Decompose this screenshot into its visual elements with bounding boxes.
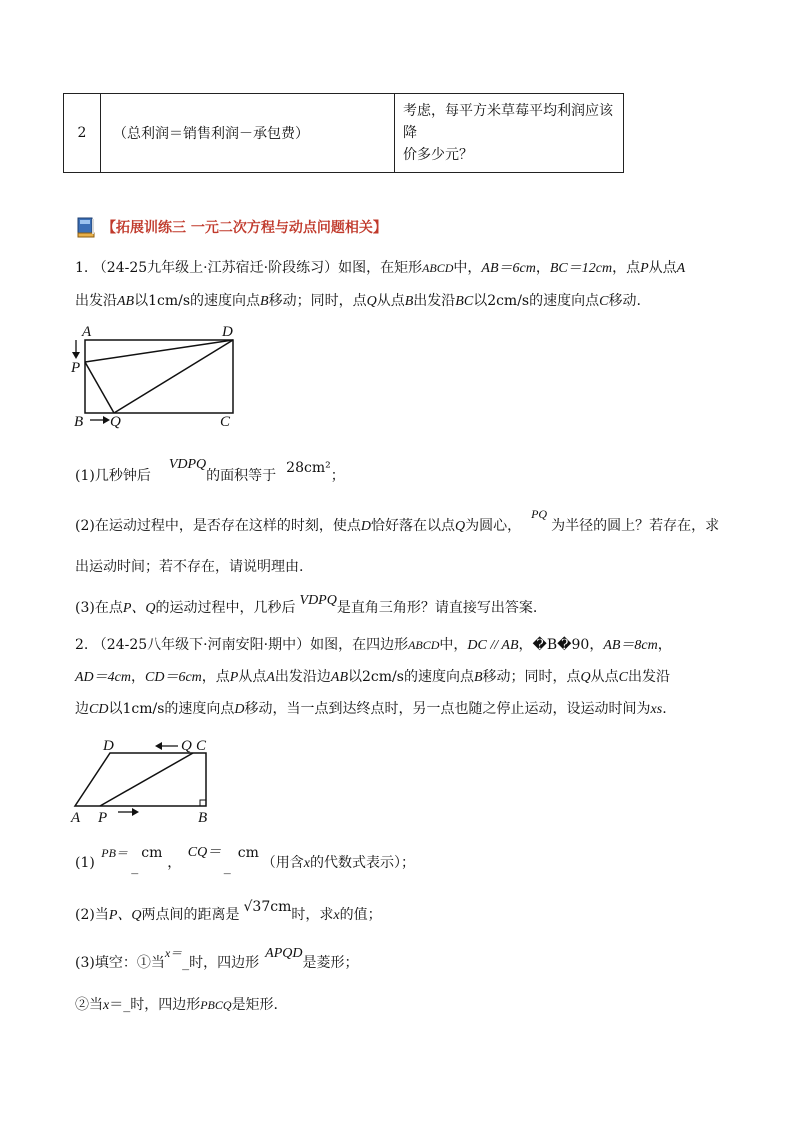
table-cell-index: 2	[64, 94, 101, 173]
segment-qd	[114, 340, 233, 413]
math-c: C	[618, 670, 628, 685]
math-bc: BC＝12cm	[549, 261, 613, 276]
p1-q3	[75, 593, 538, 619]
p2-text: 的代数式表示）；	[309, 855, 415, 871]
label-a: A	[71, 810, 81, 825]
p1-text: 以	[473, 293, 488, 309]
label-a: A	[82, 324, 92, 340]
p2-text: 以	[108, 701, 123, 717]
math-pb: PB＝	[101, 846, 128, 860]
math-ab: AB	[330, 670, 349, 685]
p2-text: ，	[657, 637, 672, 653]
arrow-left-head	[155, 742, 162, 750]
label-q: Q	[110, 414, 121, 430]
blank-cq	[186, 845, 262, 875]
answer-blank[interactable]: _	[131, 859, 139, 875]
p2-text: 移动；同时，点	[482, 669, 581, 685]
figure-trapezoid	[70, 733, 220, 825]
math-speed: 1cm/s	[148, 293, 191, 309]
math-distance: √37cm	[243, 899, 292, 915]
p1-text: (2)在运动过程中，是否存在这样的时刻，使点	[75, 518, 361, 534]
unit-cm: cm	[141, 845, 163, 861]
math-ab: AB	[117, 294, 135, 309]
p2-text: 的速度向点	[403, 669, 474, 685]
blank-pb	[99, 845, 167, 875]
p2-text: 两点间的距离是	[141, 907, 240, 923]
p2-text: (2)当	[75, 907, 109, 923]
p1-q1	[75, 457, 345, 487]
p2-text: 2. （24-25八年级下·河南安阳·期中）如图，在四边形	[75, 637, 409, 653]
math-triangle-dpq: VDPQ	[299, 593, 337, 608]
math-speed: 1cm/s	[122, 701, 165, 717]
table-cell-question	[395, 94, 624, 173]
p1-text: (1)几秒钟后	[75, 468, 151, 484]
p2-q4	[75, 995, 278, 1016]
question-line-2: 价多少元？	[403, 147, 473, 163]
math-pq: P、Q	[122, 601, 156, 616]
p1-text: ，点	[612, 260, 641, 276]
label-d: D	[222, 324, 233, 340]
label-c: C	[196, 738, 207, 754]
segment-pq	[85, 362, 114, 413]
p2-text: 边	[75, 701, 89, 717]
math-xs: xs	[650, 702, 663, 717]
p2-text: 以	[348, 669, 363, 685]
p2-text: ，	[589, 637, 604, 653]
math-triangle-dpq: VDPQ	[168, 457, 207, 472]
segment-pd	[85, 340, 233, 362]
p2-text: 从点	[590, 669, 619, 685]
p1-text: 为半径的圆上？若存在，求	[551, 518, 720, 534]
math-x: x	[333, 908, 340, 923]
table-row	[64, 94, 624, 173]
p1-text: 的面积等于	[206, 468, 277, 484]
p1-text: 出发沿	[75, 293, 117, 309]
p2-q2	[75, 899, 382, 926]
math-d: D	[360, 519, 371, 534]
math-x: x＝	[164, 946, 183, 960]
math-pbcq: PBCQ	[200, 998, 232, 1012]
p1-text: 移动.	[608, 293, 641, 309]
figure-rectangle	[70, 322, 250, 432]
p2-line-1	[75, 635, 672, 656]
math-c: C	[599, 294, 609, 309]
answer-blank[interactable]: _	[223, 859, 231, 875]
p1-text: 1. （24-25九年级上·江苏宿迁·阶段练习）如图，在矩形	[75, 260, 423, 276]
p1-line-2	[75, 291, 641, 312]
math-abcd: ABCD	[408, 638, 440, 652]
p1-q2-line2: 出运动时间；若不存在，请说明理由.	[75, 559, 304, 575]
math-apqd: APQD	[265, 946, 303, 961]
arrow-right-head	[132, 808, 139, 816]
p2-text: ，	[167, 855, 182, 871]
p2-line-2	[75, 667, 670, 688]
math-a: A	[266, 670, 275, 685]
p2-text: （用含	[261, 855, 304, 871]
math-q: Q	[366, 294, 377, 309]
p1-text: ；	[330, 468, 345, 484]
math-area: 28cm²	[286, 460, 331, 476]
label-b: B	[74, 414, 84, 430]
label-b: B	[198, 810, 208, 825]
trapezoid-abcd	[75, 753, 206, 806]
p2-line-3	[75, 699, 667, 720]
segment-pq	[100, 753, 193, 806]
p2-text: 是菱形；	[302, 955, 359, 971]
p2-text: ，点	[201, 669, 230, 685]
unit-cm: cm	[237, 845, 259, 861]
p1-text: 移动；同时，点	[268, 293, 367, 309]
math-b: B	[473, 670, 483, 685]
math-ad: AD＝4cm	[75, 670, 131, 685]
p1-text: 的运动过程中，几秒后	[155, 600, 296, 616]
answer-blank[interactable]: ＝_时，四边形	[109, 997, 201, 1013]
p1-text: 以	[134, 293, 149, 309]
math-a: A	[676, 261, 686, 276]
math-x: x	[103, 998, 110, 1013]
math-b: B	[404, 294, 414, 309]
p2-text: ②当	[75, 997, 103, 1013]
p2-text: (1)	[75, 855, 95, 871]
p2-text: 从点	[238, 669, 267, 685]
p2-text: 中，	[439, 637, 468, 653]
p2-text: 的速度向点	[164, 701, 235, 717]
math-ab: AB＝8cm	[603, 638, 658, 653]
p1-text: 的速度向点	[529, 293, 600, 309]
answer-blank[interactable]: _时，四边形	[182, 955, 260, 971]
p1-text: 恰好落在以点	[370, 518, 455, 534]
math-d: D	[234, 702, 245, 717]
p1-q2	[75, 507, 720, 537]
math-abcd: ABCD	[422, 261, 454, 275]
p2-text: ，	[131, 669, 145, 685]
right-angle-mark	[200, 800, 206, 806]
arrow-down-head	[72, 352, 80, 359]
math-pq: P、Q	[108, 908, 142, 923]
p2-q3	[75, 946, 359, 974]
p2-text: (3)填空：①当	[75, 955, 165, 971]
math-pq: PQ	[531, 507, 548, 521]
question-line-1: 考虑，每平方米草莓平均利润应该降	[403, 103, 613, 141]
p1-text: 中，	[453, 260, 482, 276]
math-speed: 2cm/s	[362, 669, 404, 685]
p2-text: 出发沿边	[274, 669, 331, 685]
label-q: Q	[181, 738, 192, 754]
math-speed: 2cm/s	[487, 293, 530, 309]
p2-text: .	[662, 701, 667, 717]
label-p: P	[98, 810, 108, 825]
math-cd: CD	[89, 702, 109, 717]
math-p: P	[229, 670, 239, 685]
book-icon	[76, 216, 96, 238]
p1-text: ，	[535, 260, 550, 276]
math-q: Q	[454, 519, 466, 534]
math-ab: AB＝6cm	[481, 261, 536, 276]
math-q: Q	[580, 670, 591, 685]
p1-text: 从点	[648, 260, 677, 276]
label-c: C	[220, 414, 231, 430]
p1-text: 为圆心，	[465, 518, 522, 534]
p2-text: 是矩形.	[231, 997, 279, 1013]
section-title: 【拓展训练三 一元二次方程与动点问题相关】	[102, 220, 387, 236]
table-cell-formula: （总利润＝销售利润－承包费）	[101, 94, 395, 173]
p1-text: 的速度向点	[190, 293, 261, 309]
math-angle: �B�90	[532, 637, 590, 653]
p2-text: 移动，当一点到达终点时，另一点也随之停止运动，设运动时间为	[244, 701, 651, 717]
math-x: x	[303, 856, 310, 871]
p2-text: ，	[518, 637, 533, 653]
math-cq: CQ＝	[187, 845, 222, 860]
section-header	[76, 216, 387, 238]
p1-text: (3)在点	[75, 600, 123, 616]
p2-q1	[75, 845, 415, 875]
top-table	[63, 93, 624, 173]
label-d: D	[103, 738, 114, 754]
label-p: P	[71, 360, 81, 376]
math-b: B	[260, 294, 269, 309]
math-p: P	[640, 261, 649, 276]
math-bc: BC	[455, 294, 474, 309]
math-parallel: DC // AB	[467, 638, 519, 653]
math-cd: CD＝6cm	[145, 670, 202, 685]
p1-text: 出发沿	[413, 293, 456, 309]
p1-text: 从点	[376, 293, 405, 309]
p1-text: 是直角三角形？请直接写出答案.	[336, 600, 538, 616]
arrow-right-head	[103, 416, 110, 424]
p2-text: 时，求	[291, 907, 334, 923]
p2-text: 出发沿	[627, 669, 670, 685]
p1-line-1	[75, 258, 685, 279]
p2-text: 的值；	[339, 907, 382, 923]
